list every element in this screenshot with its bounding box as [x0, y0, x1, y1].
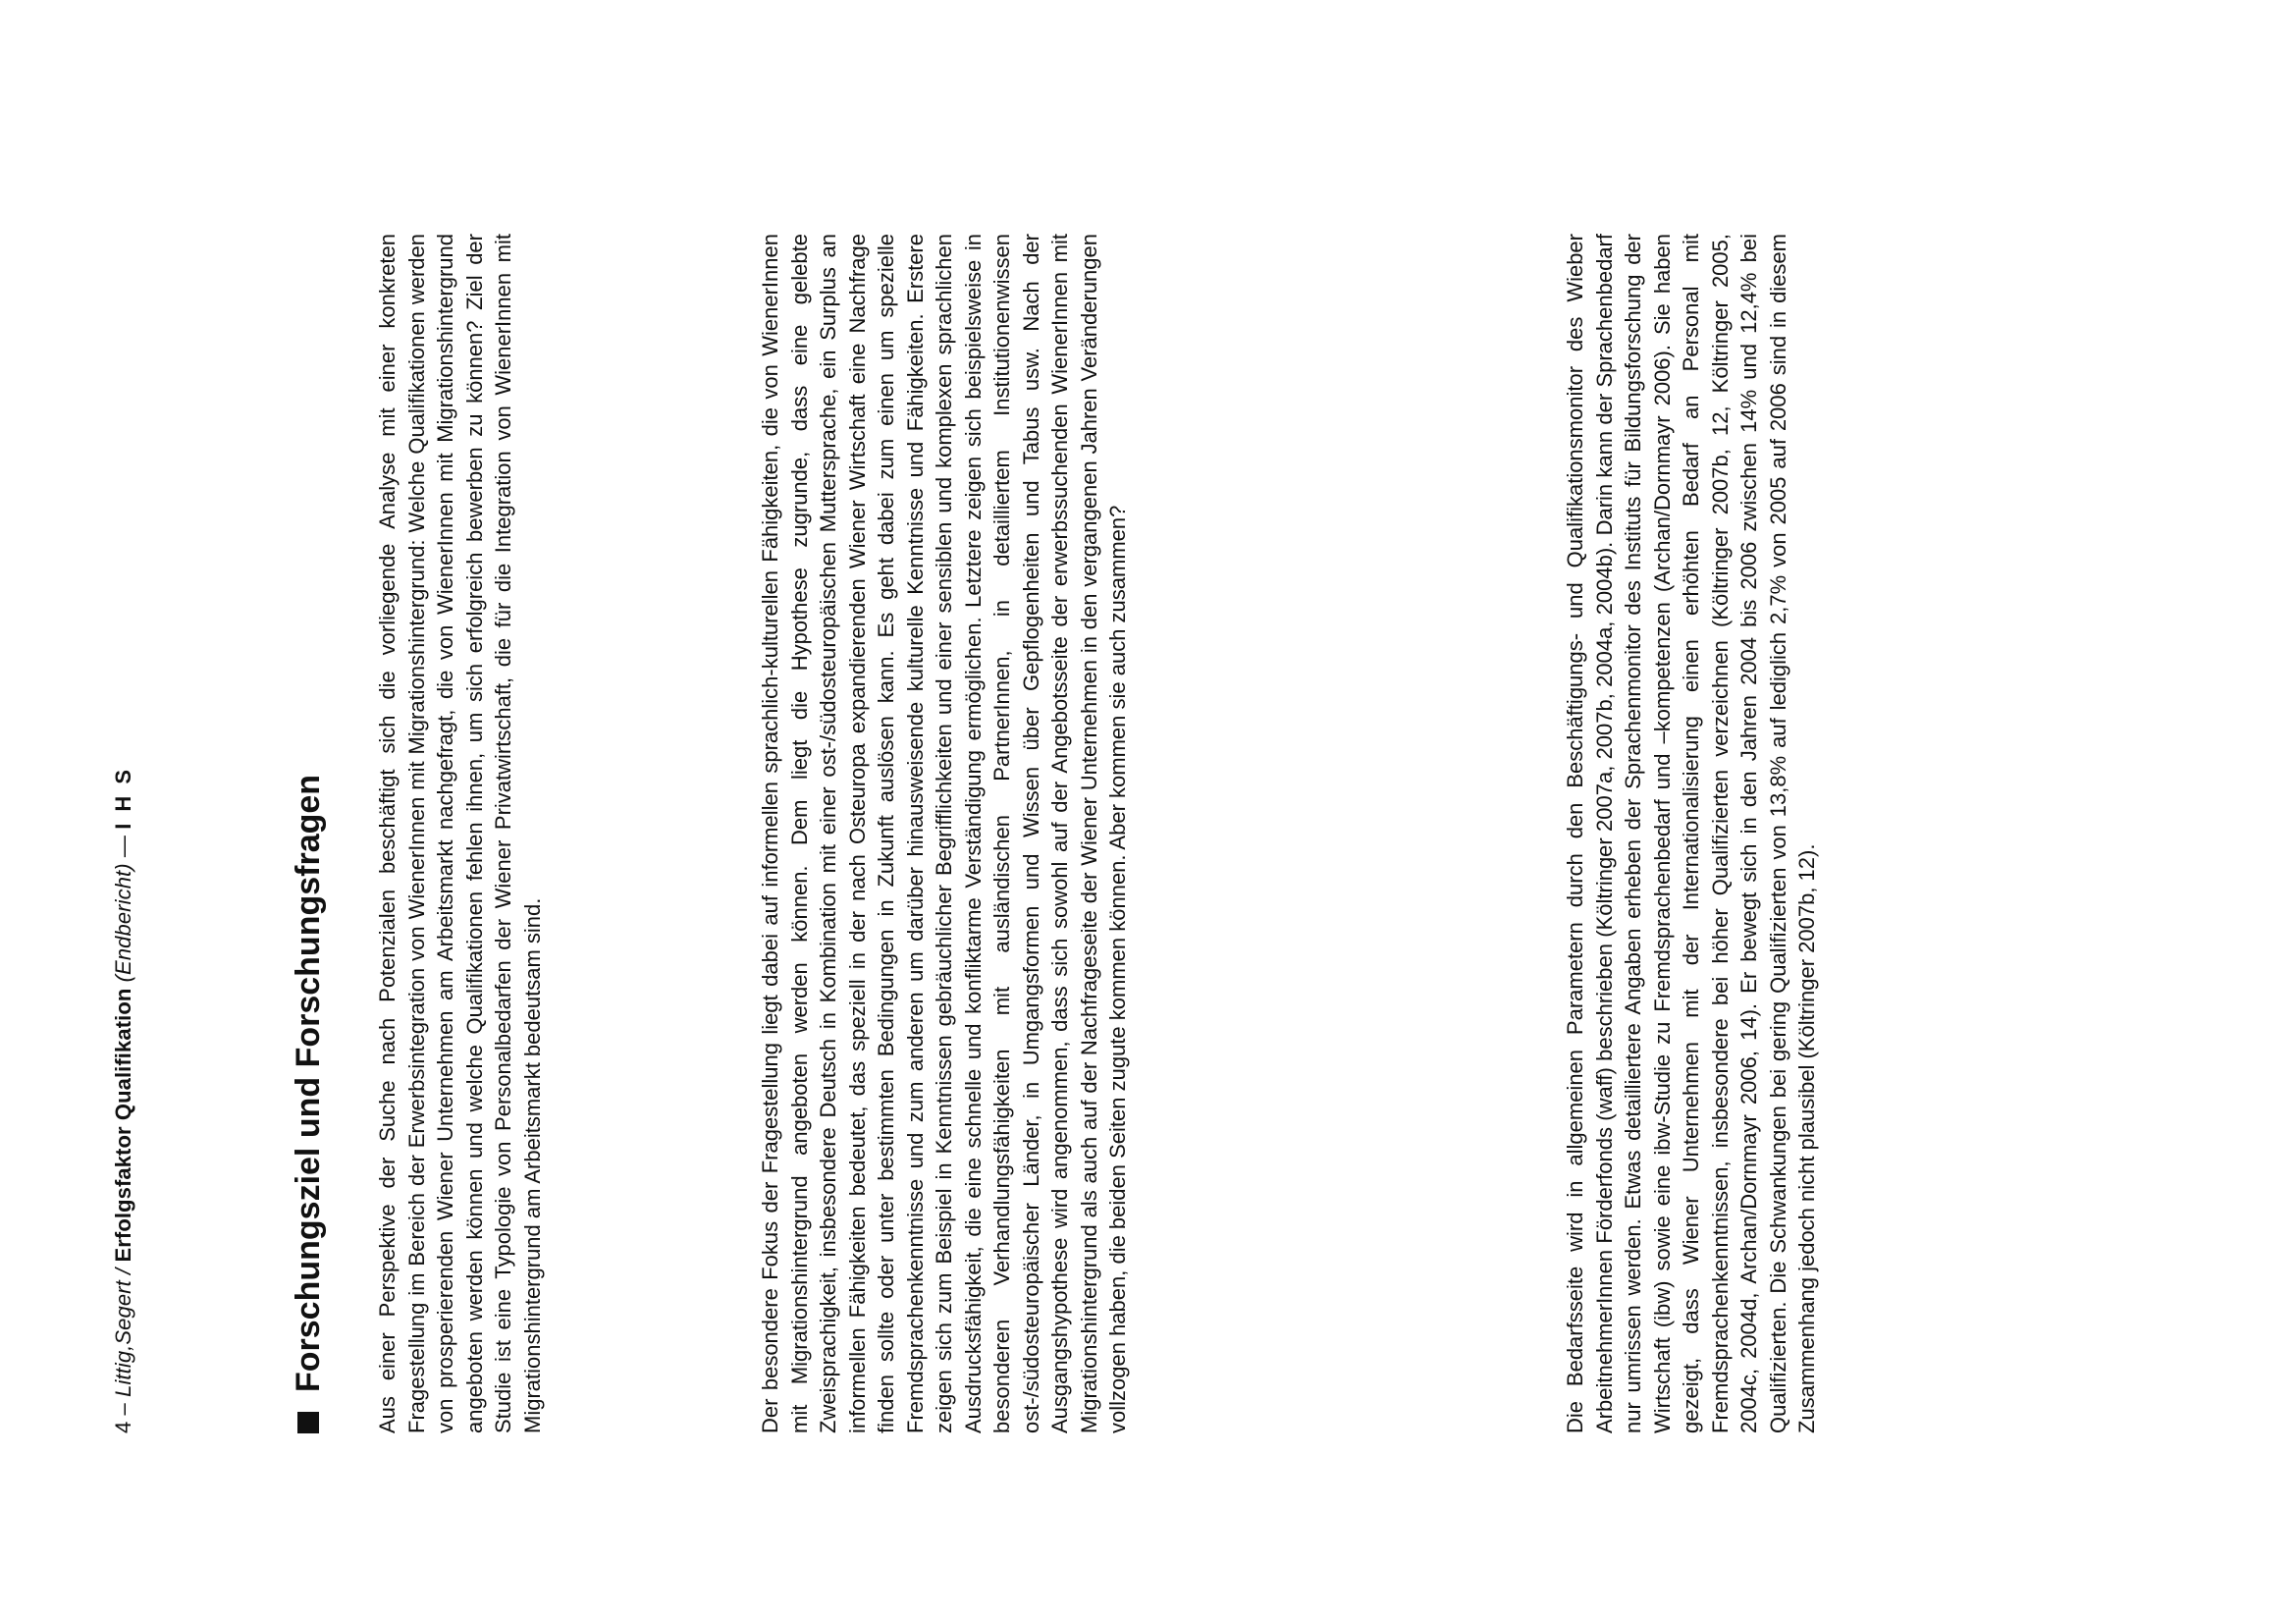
header-org: I H S: [111, 766, 135, 830]
paragraph-3: Die Bedarfsseite wird in allgemeinen Parametern durch den Beschäftigungs- und Qualifikationsmonitor des Wieber ArbeitnehmerInnen Förderfonds (waff) beschrieben (Költringer 2007a, 2007b, 2004a, 2004b). Darin kann der Sprachenbedarf nur umrissen werden. Etwas detailliertere Angaben erheben der Sprachenmonitor des Instituts für Bildungsforschung der Wirtschaft (ibw) sowie eine ibw-Studie zu Fremdsprachenbedarf und –kompetenzen (Archan/Dornmayr 2006). Sie haben gezeigt, dass Wiener Unternehmen mit der Internationalisierung einen erhöhten Bedarf an Personal mit Fremdsprachenkenntnissen, insbesondere bei höher Qualifizierten verzeichnen (Költringer 2007b, 12, Költringer 2005, 2004c, 2004d, Archan/Dornmayr 2006, 14). Er bewegt sich in den Jahren 2004 bis 2006 zwischen 14% und 12,4% bei Qualifizierten. Die Schwankungen bei gering Qualifizierten von 13,8% auf lediglich 2,7% von 2005 auf 2006 sind in diesem Zusammenhang jedoch nicht plausibel (Költringer 2007b, 12).: [1563, 234, 1819, 1433]
section-heading: [289, 775, 328, 1433]
section-heading-text: Forschungsziel und Forschungsfragen: [290, 774, 327, 1392]
page-number: 4 –: [111, 1396, 135, 1433]
header-authors: Littig,Segert /: [111, 1262, 135, 1397]
running-header: [110, 767, 137, 1433]
header-separator: —: [111, 829, 135, 864]
header-title: Erfolgsfaktor Qualifikation: [111, 988, 135, 1263]
header-subtitle: (Endbericht): [111, 863, 135, 989]
square-bullet-icon: [297, 1412, 319, 1433]
paragraph-1: Aus einer Perspektive der Suche nach Potenzialen beschäftigt sich die vorliegende Analyse mit einer konkreten Fragestellung im Bereich der Erwerbsintegration von WienerInnen mit Migrationshintergrund: Welche Qualifikationen werden von prosperierenden Wiener Unternehmen am Arbeitsmarkt nachgefragt, die von WienerInnen mit Migrationshintergrund angeboten werden können und welche Qualifikationen fehlen ihnen, um sich erfolgreich bewerben zu können? Ziel der Studie ist eine Typologie von Personalbedarfen der Wiener Privatwirtschaft, die für die Integration von WienerInnen mit Migrationshintergrund am Arbeitsmarkt bedeutsam sind.: [375, 234, 545, 1433]
paragraph-2: Der besondere Fokus der Fragestellung liegt dabei auf informellen sprachlich-kulturellen Fähigkeiten, die von WienerInnen mit Migrationshintergrund angeboten werden können. Dem liegt die Hypothese zugrunde, dass eine gelebte Zweisprachigkeit, insbesondere Deutsch in Kombination mit einer ost-/südosteuropäischen Muttersprache, ein Surplus an informellen Fähigkeiten bedeutet, das speziell in der nach Osteuropa expandierenden Wiener Wirtschaft eine Nachfrage finden sollte oder unter bestimmten Bedingungen in Zukunft auslösen kann. Es geht dabei zum einen um spezielle Fremdsprachenkenntnisse und zum anderen um darüber hinausweisende kulturelle Kenntnisse und Fähigkeiten. Erstere zeigen sich zum Beispiel in Kenntnissen gebräuchlicher Begrifflichkeiten und einer sensiblen und komplexen sprachlichen Ausdrucksfähigkeit, die eine schnelle und konfliktarme Verständigung ermöglichen. Letztere zeigen sich beispielsweise in besonderen Verhandlungsfähigkeiten mit ausländischen PartnerInnen, in detailliertem Institutionenwissen ost-/südosteuropäischer Länder, in Umgangsformen und Wissen über Gepflogenheiten und Tabus usw. Nach der Ausgangshypothese wird angenommen, dass sich sowohl auf der Angebotsseite der erwerbssuchenden WienerInnen mit Migrationshintergrund als auch auf der Nachfrageseite der Wiener Unternehmen in den vergangenen Jahren Veränderungen vollzogen haben, die beiden Seiten zugute kommen können. Aber kommen sie auch zusammen?: [758, 234, 1130, 1433]
